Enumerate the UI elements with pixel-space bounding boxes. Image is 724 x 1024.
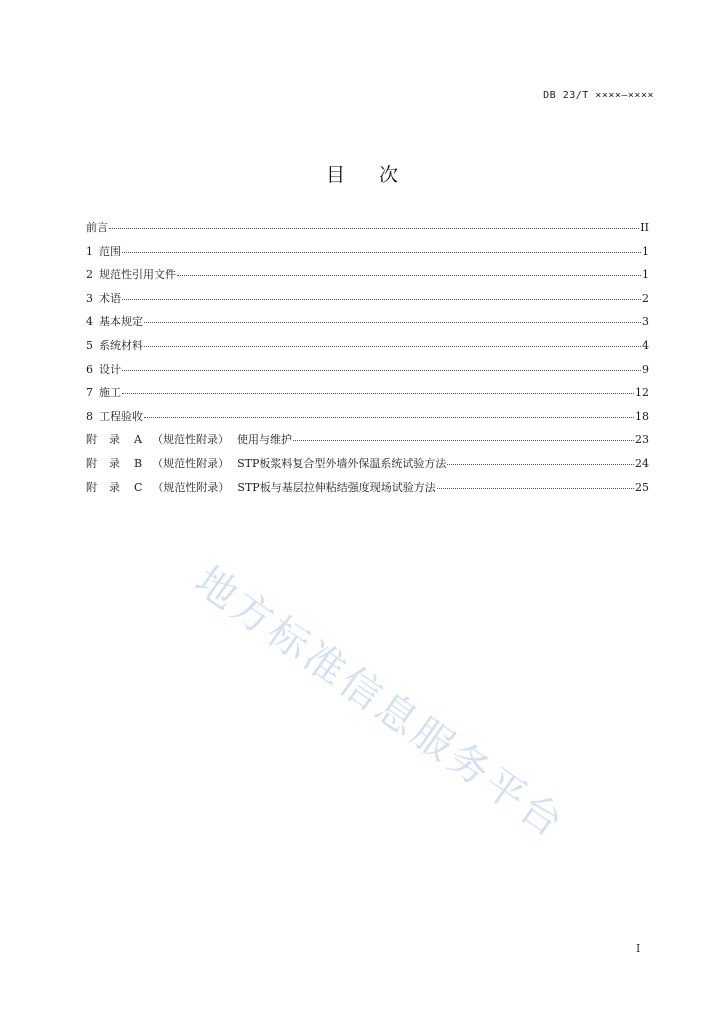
toc-item-page: II — [640, 221, 649, 234]
toc-appendix-b[interactable] — [86, 455, 649, 479]
toc-item-number: 7 — [86, 386, 93, 400]
toc-item-label: 工程验收 — [99, 409, 143, 423]
appendix-type: （规范性附录） — [151, 433, 229, 447]
appendix-letter: A — [134, 433, 142, 447]
toc-item-design[interactable] — [86, 361, 649, 385]
dot-leader — [109, 228, 639, 229]
title-char-2: 次 — [379, 164, 399, 186]
toc-item-page: 23 — [635, 433, 649, 447]
toc-item-number: 3 — [86, 291, 93, 305]
toc-item-page: 1 — [642, 244, 649, 258]
dot-leader — [122, 299, 641, 300]
appendix-letter: C — [134, 480, 143, 494]
dot-leader — [122, 252, 641, 253]
toc-item-page: 2 — [642, 291, 649, 305]
appendix-word-2: 录 — [109, 480, 120, 494]
toc-item-page: 12 — [635, 386, 649, 400]
page-title — [0, 160, 724, 187]
title-char-1: 目 — [325, 164, 345, 186]
toc-item-label: STP板与基层拉伸粘结强度现场试验方法 — [237, 480, 436, 494]
dot-leader — [144, 346, 641, 347]
toc-item-label: 前言 — [86, 221, 108, 234]
toc-item-label: 使用与维护 — [236, 433, 292, 447]
appendix-word-1: 附 — [86, 456, 97, 470]
toc-item-number: 4 — [86, 315, 93, 329]
appendix-word-2: 录 — [109, 456, 120, 470]
appendix-word-2: 录 — [109, 433, 120, 447]
toc-item-page: 1 — [642, 268, 649, 282]
toc-item-scope[interactable] — [86, 243, 649, 267]
toc-item-foreword[interactable] — [86, 219, 649, 243]
dot-leader — [144, 417, 634, 418]
toc-item-number: 1 — [86, 244, 93, 258]
dot-leader — [293, 440, 634, 441]
toc-item-number: 5 — [86, 338, 93, 352]
toc-item-label: 设计 — [99, 362, 121, 376]
toc-item-system-materials[interactable] — [86, 337, 649, 361]
toc-item-number: 8 — [86, 409, 93, 423]
toc-item-label: 基本规定 — [99, 315, 143, 329]
document-code: DB 23/T ××××—×××× — [543, 90, 654, 101]
appendix-letter: B — [134, 456, 143, 470]
toc-item-label: 系统材料 — [99, 338, 143, 352]
toc-item-label: STP板浆料复合型外墙外保温系统试验方法 — [237, 456, 447, 470]
toc-item-page: 24 — [635, 456, 649, 470]
toc-item-label: 施工 — [99, 386, 121, 400]
appendix-word — [86, 455, 120, 471]
dot-leader — [122, 370, 641, 371]
toc-item-page: 18 — [635, 409, 649, 423]
toc-item-label: 规范性引用文件 — [99, 268, 176, 282]
toc-item-page: 25 — [635, 480, 649, 494]
appendix-type: （规范性附录） — [152, 456, 230, 470]
toc-item-page: 3 — [642, 315, 649, 329]
appendix-word-1: 附 — [86, 433, 97, 447]
dot-leader — [177, 275, 641, 276]
appendix-word-1: 附 — [86, 480, 97, 494]
page-number: I — [636, 942, 641, 955]
appendix-word — [86, 479, 120, 495]
appendix-type: （规范性附录） — [152, 480, 230, 494]
appendix-word — [86, 431, 120, 447]
toc-item-construction[interactable] — [86, 384, 649, 408]
toc-item-label: 术语 — [99, 291, 121, 305]
dot-leader — [122, 393, 634, 394]
toc-item-label: 范围 — [99, 244, 121, 258]
toc-item-acceptance[interactable] — [86, 408, 649, 432]
table-of-contents — [86, 219, 649, 502]
toc-item-terms[interactable] — [86, 290, 649, 314]
toc-item-number: 6 — [86, 362, 93, 376]
toc-appendix-c[interactable] — [86, 479, 649, 503]
toc-item-normative-references[interactable] — [86, 266, 649, 290]
watermark: 地方标准信息服务平台 — [186, 557, 574, 848]
toc-item-number: 2 — [86, 268, 93, 282]
dot-leader — [437, 488, 634, 489]
toc-item-page: 9 — [642, 362, 649, 376]
toc-item-basic-provisions[interactable] — [86, 313, 649, 337]
toc-appendix-a[interactable] — [86, 431, 649, 455]
dot-leader — [447, 464, 634, 465]
toc-item-page: 4 — [642, 338, 649, 352]
dot-leader — [144, 322, 641, 323]
